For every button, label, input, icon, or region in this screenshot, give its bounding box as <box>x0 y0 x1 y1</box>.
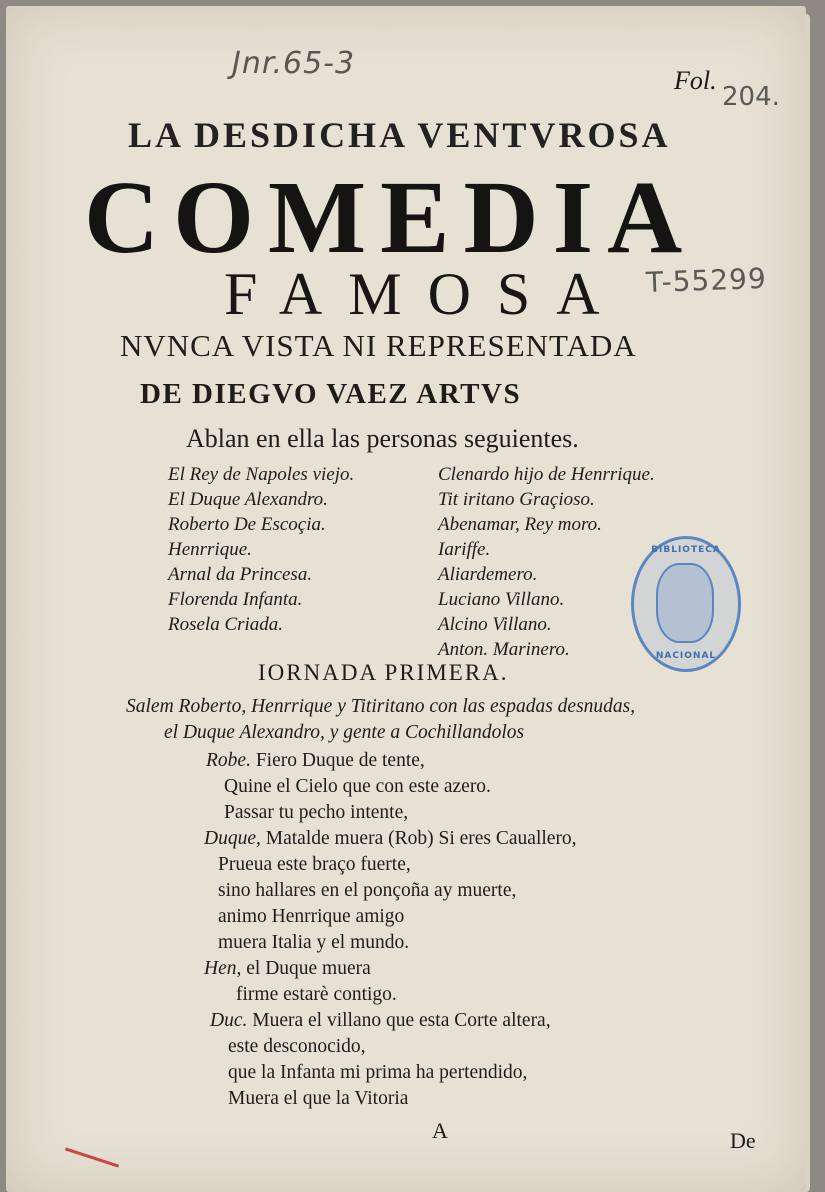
library-stamp <box>631 536 741 672</box>
verse-line <box>218 880 516 902</box>
stamp-text-top: BIBLIOTECA <box>651 545 721 555</box>
title-line-2: COMEDIA <box>84 160 697 275</box>
cast-entry: Henrrique. <box>168 539 252 560</box>
cast-entry: Clenardo hijo de Henrrique. <box>438 464 655 485</box>
verse-text: Matalde muera (Rob) Si eres Cauallero, <box>265 828 577 849</box>
title-line-4: NVNCA VISTA NI REPRESENTADA <box>120 328 637 363</box>
cast-entry: Arnal da Princesa. <box>168 564 313 585</box>
verse-text: el Duque muera <box>246 958 371 979</box>
speaker-name: Duque, <box>204 828 261 849</box>
verse-line <box>204 828 577 850</box>
cast-entry: Tit iritano Graçioso. <box>438 489 595 510</box>
verse-line <box>210 1010 551 1032</box>
folio-number: 204. <box>722 82 780 112</box>
cast-entry: Luciano Villano. <box>438 589 565 610</box>
verse-text: este desconocido, <box>228 1036 366 1057</box>
verse-line <box>228 1062 527 1084</box>
verse-line <box>218 854 411 876</box>
verse-line <box>204 958 371 980</box>
red-pencil-mark <box>65 1147 119 1167</box>
verse-text: Muera el que la Vitoria <box>228 1088 409 1109</box>
speaker-name: Robe. <box>206 750 251 771</box>
verse-text: que la Infanta mi prima ha pertendido, <box>228 1062 528 1083</box>
shelfmark-note: Jnr.65-3 <box>232 46 356 81</box>
verse-line <box>224 802 408 824</box>
title-page <box>6 6 806 1192</box>
stage-direction-line-2: el Duque Alexandro, y gente a Cochillandolos <box>164 722 525 743</box>
title-line-3: FAMOSA <box>224 261 626 327</box>
title-line-5: DE DIEGVO VAEZ ARTVS <box>140 378 522 410</box>
cast-entry: Anton. Marinero. <box>438 639 570 660</box>
verse-text: firme estarè contigo. <box>236 984 397 1005</box>
cast-list-right <box>438 462 655 662</box>
verse-text: animo Henrrique amigo <box>218 906 405 927</box>
cast-entry: El Duque Alexandro. <box>168 489 328 510</box>
verse-line <box>228 1088 408 1110</box>
catchword: De <box>730 1128 756 1153</box>
cast-entry: Abenamar, Rey moro. <box>438 514 602 535</box>
verse-line <box>218 932 409 954</box>
cast-entry: Aliardemero. <box>438 564 538 585</box>
verse-text: Passar tu pecho intente, <box>224 802 409 823</box>
stamp-text-bottom: NACIONAL <box>655 651 717 661</box>
verse-text: muera Italia y el mundo. <box>218 932 410 953</box>
cast-entry: Iariffe. <box>438 539 491 560</box>
stage-direction-line-1: Salem Roberto, Henrrique y Titiritano con las espadas desnudas, <box>126 696 636 717</box>
cast-entry: Rosela Criada. <box>168 614 284 635</box>
verse-text: Muera el villano que esta Corte altera, <box>252 1010 551 1031</box>
speaker-name: Duc. <box>210 1010 248 1031</box>
verse-line <box>218 906 404 928</box>
cast-entry: Florenda Infanta. <box>168 589 303 610</box>
verse-line <box>224 776 491 798</box>
verse-text: Quine el Cielo que con este azero. <box>224 776 491 797</box>
cast-list-left <box>168 462 354 637</box>
speaker-name: Hen, <box>204 958 242 979</box>
cast-entry: Roberto De Escoçia. <box>168 514 326 535</box>
signature-note: T-55299 <box>645 261 768 300</box>
verse-text: Prueua este braço fuerte, <box>218 854 411 875</box>
cast-entry: Alcino Villano. <box>438 614 552 635</box>
verse-line <box>206 750 425 772</box>
title-line-6: Ablan en ella las personas seguientes. <box>186 424 579 453</box>
verse-line <box>236 984 397 1006</box>
cast-entry: El Rey de Napoles viejo. <box>168 464 355 485</box>
verse-text: Fiero Duque de tente, <box>255 750 425 771</box>
folio-label: Fol. <box>674 66 717 95</box>
verse-line <box>228 1036 366 1058</box>
title-line-1: LA DESDICHA VENTVROSA <box>128 115 671 155</box>
verse-text: sino hallares en el ponçoña ay muerte, <box>218 880 517 901</box>
stamp-crest-icon <box>656 563 714 643</box>
signature-mark: A <box>432 1118 448 1143</box>
act-heading: IORNADA PRIMERA. <box>258 660 509 685</box>
